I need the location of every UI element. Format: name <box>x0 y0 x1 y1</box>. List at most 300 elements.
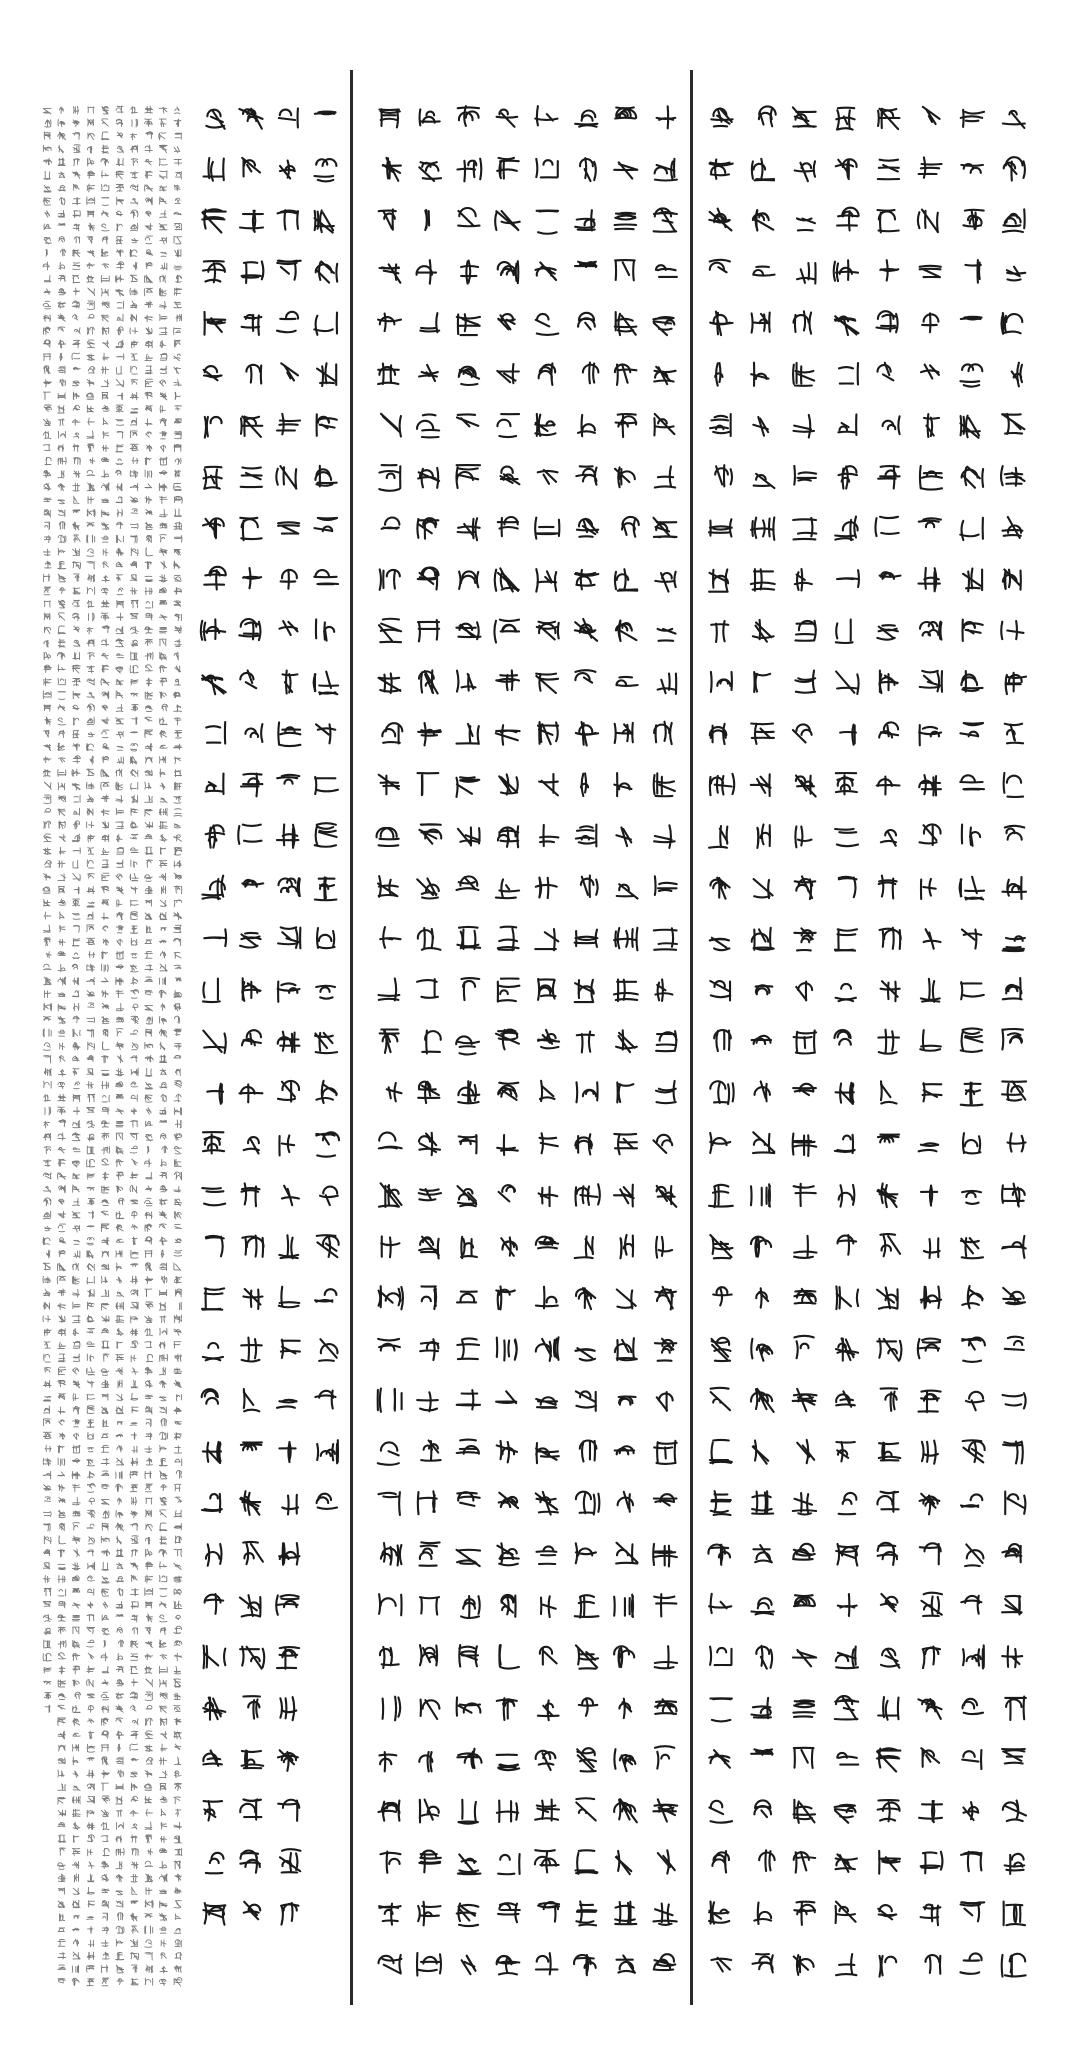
seal-glyph <box>58 1718 66 1726</box>
seal-glyph <box>920 266 941 277</box>
seal-glyph <box>87 1238 94 1245</box>
seal-glyph <box>878 1030 899 1054</box>
seal-glyph <box>160 1523 167 1531</box>
seal-glyph <box>575 1595 599 1617</box>
seal-glyph <box>576 825 597 847</box>
seal-glyph <box>87 1342 95 1347</box>
seal-glyph <box>73 1589 80 1593</box>
seal-glyph <box>130 1485 137 1492</box>
seal-glyph <box>58 393 66 399</box>
seal-glyph <box>87 354 94 361</box>
seal-glyph <box>73 1744 79 1751</box>
seal-glyph <box>380 1647 399 1668</box>
seal-glyph <box>145 717 152 721</box>
seal-glyph <box>59 1888 65 1894</box>
seal-glyph <box>159 133 166 140</box>
seal-glyph <box>160 745 167 748</box>
seal-glyph <box>44 1055 51 1063</box>
seal-glyph <box>73 1381 80 1388</box>
seal-glyph <box>131 732 138 733</box>
seal-glyph <box>116 1471 122 1479</box>
seal-glyph <box>160 834 167 841</box>
seal-glyph <box>496 670 519 690</box>
seal-glyph <box>131 627 139 634</box>
seal-glyph <box>44 1615 52 1622</box>
seal-glyph <box>751 1184 770 1206</box>
seal-glyph <box>59 1316 65 1323</box>
seal-glyph <box>960 723 983 736</box>
seal-glyph <box>148 1147 149 1154</box>
seal-glyph <box>101 848 109 854</box>
seal-glyph <box>162 704 168 711</box>
seal-glyph <box>160 1510 167 1517</box>
seal-glyph <box>131 954 137 958</box>
seal-glyph <box>174 302 181 308</box>
seal-glyph <box>86 822 93 828</box>
seal-glyph <box>575 1236 593 1258</box>
seal-glyph <box>145 847 153 854</box>
seal-glyph <box>90 458 95 464</box>
seal-glyph <box>242 978 260 1001</box>
seal-glyph <box>159 615 167 620</box>
seal-glyph <box>794 1955 814 1975</box>
seal-glyph <box>44 925 51 932</box>
seal-glyph <box>73 522 80 530</box>
seal-glyph <box>43 1238 50 1245</box>
seal-glyph <box>102 1628 109 1634</box>
seal-glyph <box>159 1029 167 1037</box>
seal-glyph <box>242 1030 261 1045</box>
seal-glyph <box>59 262 65 269</box>
seal-glyph <box>132 1043 138 1050</box>
seal-glyph <box>961 1596 981 1614</box>
seal-glyph <box>58 535 66 543</box>
seal-glyph <box>145 470 152 478</box>
seal-glyph <box>381 414 401 437</box>
seal-glyph <box>159 1602 166 1608</box>
seal-glyph <box>751 1237 771 1257</box>
seal-glyph <box>921 1593 942 1616</box>
seal-glyph <box>160 145 168 153</box>
seal-glyph <box>118 393 123 400</box>
seal-glyph <box>87 640 94 647</box>
seal-glyph <box>536 674 558 693</box>
seal-glyph <box>74 1916 80 1919</box>
seal-glyph <box>131 107 137 114</box>
seal-glyph <box>962 1191 981 1204</box>
seal-glyph <box>72 301 79 308</box>
seal-glyph <box>117 757 123 764</box>
seal-glyph <box>417 518 438 538</box>
seal-glyph <box>795 161 815 181</box>
seal-glyph <box>116 667 123 673</box>
seal-glyph <box>962 1750 981 1769</box>
seal-glyph <box>238 825 261 844</box>
seal-glyph <box>174 1211 181 1218</box>
seal-glyph <box>576 1645 598 1668</box>
seal-glyph <box>88 652 95 659</box>
seal-glyph <box>73 132 80 139</box>
seal-glyph <box>87 405 94 412</box>
seal-glyph <box>836 108 854 130</box>
seal-glyph <box>160 718 167 725</box>
seal-glyph <box>175 1940 181 1947</box>
seal-glyph <box>43 1602 51 1607</box>
seal-glyph <box>101 978 108 982</box>
seal-glyph <box>921 365 939 379</box>
seal-glyph <box>710 1698 732 1721</box>
seal-glyph <box>74 106 79 114</box>
seal-glyph <box>176 1615 181 1619</box>
seal-glyph <box>45 808 51 812</box>
seal-glyph <box>44 795 51 804</box>
seal-glyph <box>837 1753 858 1765</box>
seal-glyph <box>58 1094 66 1101</box>
seal-glyph <box>715 465 732 486</box>
seal-glyph <box>175 731 182 738</box>
seal-glyph <box>145 106 153 113</box>
seal-glyph <box>145 1250 152 1257</box>
seal-glyph <box>497 1543 518 1565</box>
seal-glyph <box>87 628 93 634</box>
seal-glyph <box>103 1511 109 1518</box>
seal-glyph <box>87 1277 95 1284</box>
seal-glyph <box>174 1601 182 1609</box>
seal-glyph <box>174 212 181 215</box>
seal-glyph <box>44 1628 51 1635</box>
seal-glyph <box>131 1796 137 1801</box>
seal-glyph <box>44 730 50 737</box>
seal-glyph <box>44 1354 50 1362</box>
seal-glyph <box>131 1913 138 1921</box>
seal-glyph <box>174 1029 181 1036</box>
seal-glyph <box>132 1407 138 1413</box>
seal-glyph <box>419 1237 439 1259</box>
seal-glyph <box>73 1484 81 1491</box>
seal-glyph <box>102 1159 109 1165</box>
seal-glyph <box>919 157 942 177</box>
seal-glyph <box>72 1472 80 1480</box>
seal-glyph <box>175 666 181 672</box>
seal-glyph <box>73 1733 80 1736</box>
seal-glyph <box>102 653 109 659</box>
seal-glyph <box>1012 363 1022 387</box>
seal-glyph <box>146 1121 153 1126</box>
seal-glyph <box>145 457 151 465</box>
seal-glyph <box>174 912 182 920</box>
seal-glyph <box>87 184 94 192</box>
seal-glyph <box>116 704 123 711</box>
seal-glyph <box>73 314 78 320</box>
seal-glyph <box>159 1758 166 1765</box>
seal-glyph <box>44 224 51 229</box>
seal-glyph <box>160 666 167 673</box>
seal-glyph <box>146 1549 152 1557</box>
seal-glyph <box>43 301 50 309</box>
seal-glyph <box>920 622 941 640</box>
seal-glyph <box>131 1758 138 1760</box>
seal-glyph <box>279 1442 295 1462</box>
seal-glyph <box>131 640 138 647</box>
seal-glyph <box>536 569 556 592</box>
seal-glyph <box>204 1801 222 1820</box>
seal-glyph <box>963 210 983 229</box>
seal-glyph <box>58 652 65 659</box>
seal-glyph <box>145 770 153 776</box>
seal-glyph <box>74 795 80 802</box>
seal-glyph <box>457 671 476 692</box>
seal-glyph <box>175 223 182 230</box>
seal-glyph <box>160 1576 167 1582</box>
seal-glyph <box>131 1393 138 1400</box>
seal-glyph <box>43 1653 51 1661</box>
seal-glyph <box>73 1928 80 1931</box>
seal-glyph <box>116 340 123 348</box>
seal-glyph <box>457 414 478 426</box>
seal-glyph <box>878 160 899 180</box>
seal-glyph <box>44 1122 50 1128</box>
seal-glyph <box>501 467 520 485</box>
seal-glyph <box>277 312 298 332</box>
seal-glyph <box>116 822 124 829</box>
seal-glyph <box>44 1081 51 1088</box>
seal-glyph <box>316 724 335 743</box>
seal-glyph <box>43 1563 50 1569</box>
seal-glyph <box>73 1420 80 1427</box>
seal-glyph <box>960 416 979 438</box>
seal-glyph <box>88 835 95 842</box>
seal-glyph <box>117 613 123 620</box>
seal-glyph <box>754 1903 771 1924</box>
seal-glyph <box>73 211 80 218</box>
seal-glyph <box>836 672 859 695</box>
seal-glyph <box>839 877 857 897</box>
seal-glyph <box>73 1095 80 1102</box>
seal-glyph <box>145 1471 151 1479</box>
seal-glyph <box>498 927 519 951</box>
seal-glyph <box>87 263 95 269</box>
seal-glyph <box>87 978 95 985</box>
seal-glyph <box>713 1287 732 1305</box>
seal-glyph <box>131 1979 138 1985</box>
seal-glyph <box>456 1036 479 1054</box>
seal-glyph <box>58 613 65 620</box>
seal-glyph <box>131 366 137 374</box>
seal-glyph <box>101 171 108 177</box>
seal-glyph <box>711 108 732 126</box>
seal-glyph <box>160 1082 167 1087</box>
seal-glyph <box>174 1589 181 1595</box>
seal-glyph <box>116 459 123 465</box>
seal-glyph <box>159 484 167 492</box>
seal-glyph <box>145 1745 152 1752</box>
seal-glyph <box>58 1380 66 1387</box>
seal-glyph <box>73 588 80 594</box>
seal-glyph <box>794 1748 814 1768</box>
seal-glyph <box>175 458 181 465</box>
seal-glyph <box>116 1355 124 1362</box>
seal-glyph <box>102 499 109 503</box>
seal-glyph <box>418 1491 437 1514</box>
seal-glyph <box>72 914 80 920</box>
seal-glyph <box>794 415 815 438</box>
seal-glyph <box>46 250 47 257</box>
seal-glyph <box>174 824 180 828</box>
seal-glyph <box>116 1939 123 1946</box>
seal-glyph <box>456 465 480 488</box>
seal-glyph <box>161 886 165 894</box>
seal-glyph <box>581 773 588 796</box>
seal-glyph <box>160 951 165 958</box>
seal-glyph <box>73 1328 79 1335</box>
seal-glyph <box>461 261 478 284</box>
seal-glyph <box>418 620 439 641</box>
seal-glyph <box>461 978 479 1000</box>
seal-glyph <box>101 588 108 594</box>
seal-glyph <box>145 991 153 995</box>
seal-glyph <box>576 1391 596 1411</box>
seal-glyph <box>316 1081 336 1103</box>
seal-glyph <box>461 1237 477 1258</box>
seal-glyph <box>72 1603 80 1608</box>
seal-glyph <box>1004 773 1023 797</box>
seal-glyph <box>44 1536 51 1544</box>
seal-glyph <box>58 796 65 802</box>
seal-glyph <box>751 724 774 744</box>
seal-glyph <box>44 1068 51 1076</box>
seal-glyph <box>73 1445 81 1453</box>
seal-glyph <box>73 224 80 231</box>
seal-glyph <box>74 535 81 542</box>
seal-glyph <box>205 417 222 438</box>
seal-glyph <box>378 876 398 897</box>
seal-glyph <box>73 691 80 699</box>
seal-glyph <box>960 364 982 386</box>
seal-glyph <box>73 367 80 369</box>
seal-glyph <box>72 1757 78 1765</box>
seal-glyph <box>59 419 65 426</box>
seal-glyph <box>920 1543 941 1564</box>
seal-glyph <box>87 1823 94 1830</box>
seal-glyph <box>87 1173 95 1179</box>
seal-glyph <box>497 1698 517 1720</box>
seal-glyph <box>88 1042 95 1050</box>
seal-glyph <box>146 860 152 867</box>
seal-glyph <box>878 1697 898 1720</box>
seal-glyph <box>315 1033 337 1053</box>
seal-glyph <box>175 757 181 764</box>
seal-glyph <box>418 723 441 745</box>
seal-glyph <box>73 381 80 386</box>
seal-glyph <box>174 1329 181 1335</box>
seal-glyph <box>161 1731 167 1738</box>
seal-glyph <box>380 1030 399 1053</box>
seal-glyph <box>102 926 108 931</box>
seal-glyph <box>145 1237 152 1244</box>
seal-glyph <box>616 414 637 437</box>
seal-glyph <box>711 1958 731 1972</box>
seal-glyph <box>146 1705 152 1709</box>
seal-glyph <box>102 626 109 633</box>
seal-glyph <box>117 1628 123 1634</box>
seal-glyph <box>145 1978 153 1985</box>
seal-glyph <box>878 363 894 381</box>
seal-glyph <box>102 822 108 829</box>
seal-glyph <box>73 1680 80 1687</box>
seal-glyph <box>102 1380 109 1387</box>
seal-glyph <box>43 1458 51 1466</box>
seal-glyph <box>315 877 337 900</box>
seal-glyph <box>320 1187 338 1206</box>
seal-glyph <box>72 1965 78 1973</box>
seal-glyph <box>73 652 80 660</box>
seal-glyph <box>836 984 856 1001</box>
seal-glyph <box>653 1799 677 1821</box>
seal-glyph <box>145 1224 152 1231</box>
seal-glyph <box>44 964 52 969</box>
seal-glyph <box>536 314 559 335</box>
seal-glyph <box>715 363 722 386</box>
seal-glyph <box>1002 1646 1022 1667</box>
seal-glyph <box>116 405 123 412</box>
seal-glyph <box>203 1132 224 1153</box>
seal-glyph <box>131 134 137 140</box>
seal-glyph <box>59 821 66 828</box>
seal-glyph <box>496 1391 516 1403</box>
seal-glyph <box>963 620 983 642</box>
seal-glyph <box>175 1224 182 1228</box>
seal-glyph <box>794 1236 816 1258</box>
seal-glyph <box>919 568 940 591</box>
seal-glyph <box>88 1537 94 1544</box>
seal-glyph <box>753 210 773 231</box>
seal-glyph <box>457 1338 479 1359</box>
seal-glyph <box>102 145 109 153</box>
seal-glyph <box>89 1211 94 1219</box>
seal-glyph <box>497 1441 517 1463</box>
seal-glyph <box>174 1147 181 1154</box>
seal-glyph <box>419 670 438 693</box>
seal-glyph <box>44 652 50 660</box>
seal-glyph <box>160 1693 167 1699</box>
seal-glyph <box>160 1966 167 1973</box>
seal-glyph <box>102 236 108 243</box>
seal-glyph <box>207 1084 223 1104</box>
seal-glyph <box>44 601 50 607</box>
seal-glyph <box>159 328 167 335</box>
seal-glyph <box>102 705 107 710</box>
seal-glyph <box>72 172 80 179</box>
seal-glyph <box>116 562 122 567</box>
seal-glyph <box>174 1133 182 1140</box>
seal-glyph <box>58 1016 65 1024</box>
seal-glyph <box>132 1004 138 1010</box>
seal-glyph <box>419 365 438 381</box>
seal-glyph <box>132 1159 138 1165</box>
seal-glyph <box>145 1263 151 1271</box>
seal-glyph <box>74 925 80 932</box>
seal-glyph <box>73 1354 80 1361</box>
seal-glyph <box>131 1082 138 1087</box>
seal-glyph <box>101 1692 108 1700</box>
seal-glyph <box>117 887 124 894</box>
seal-glyph <box>87 1081 94 1088</box>
seal-glyph <box>174 1549 182 1556</box>
seal-glyph <box>961 110 984 127</box>
seal-glyph <box>615 260 635 280</box>
seal-glyph <box>161 1250 164 1258</box>
seal-glyph <box>44 315 51 322</box>
